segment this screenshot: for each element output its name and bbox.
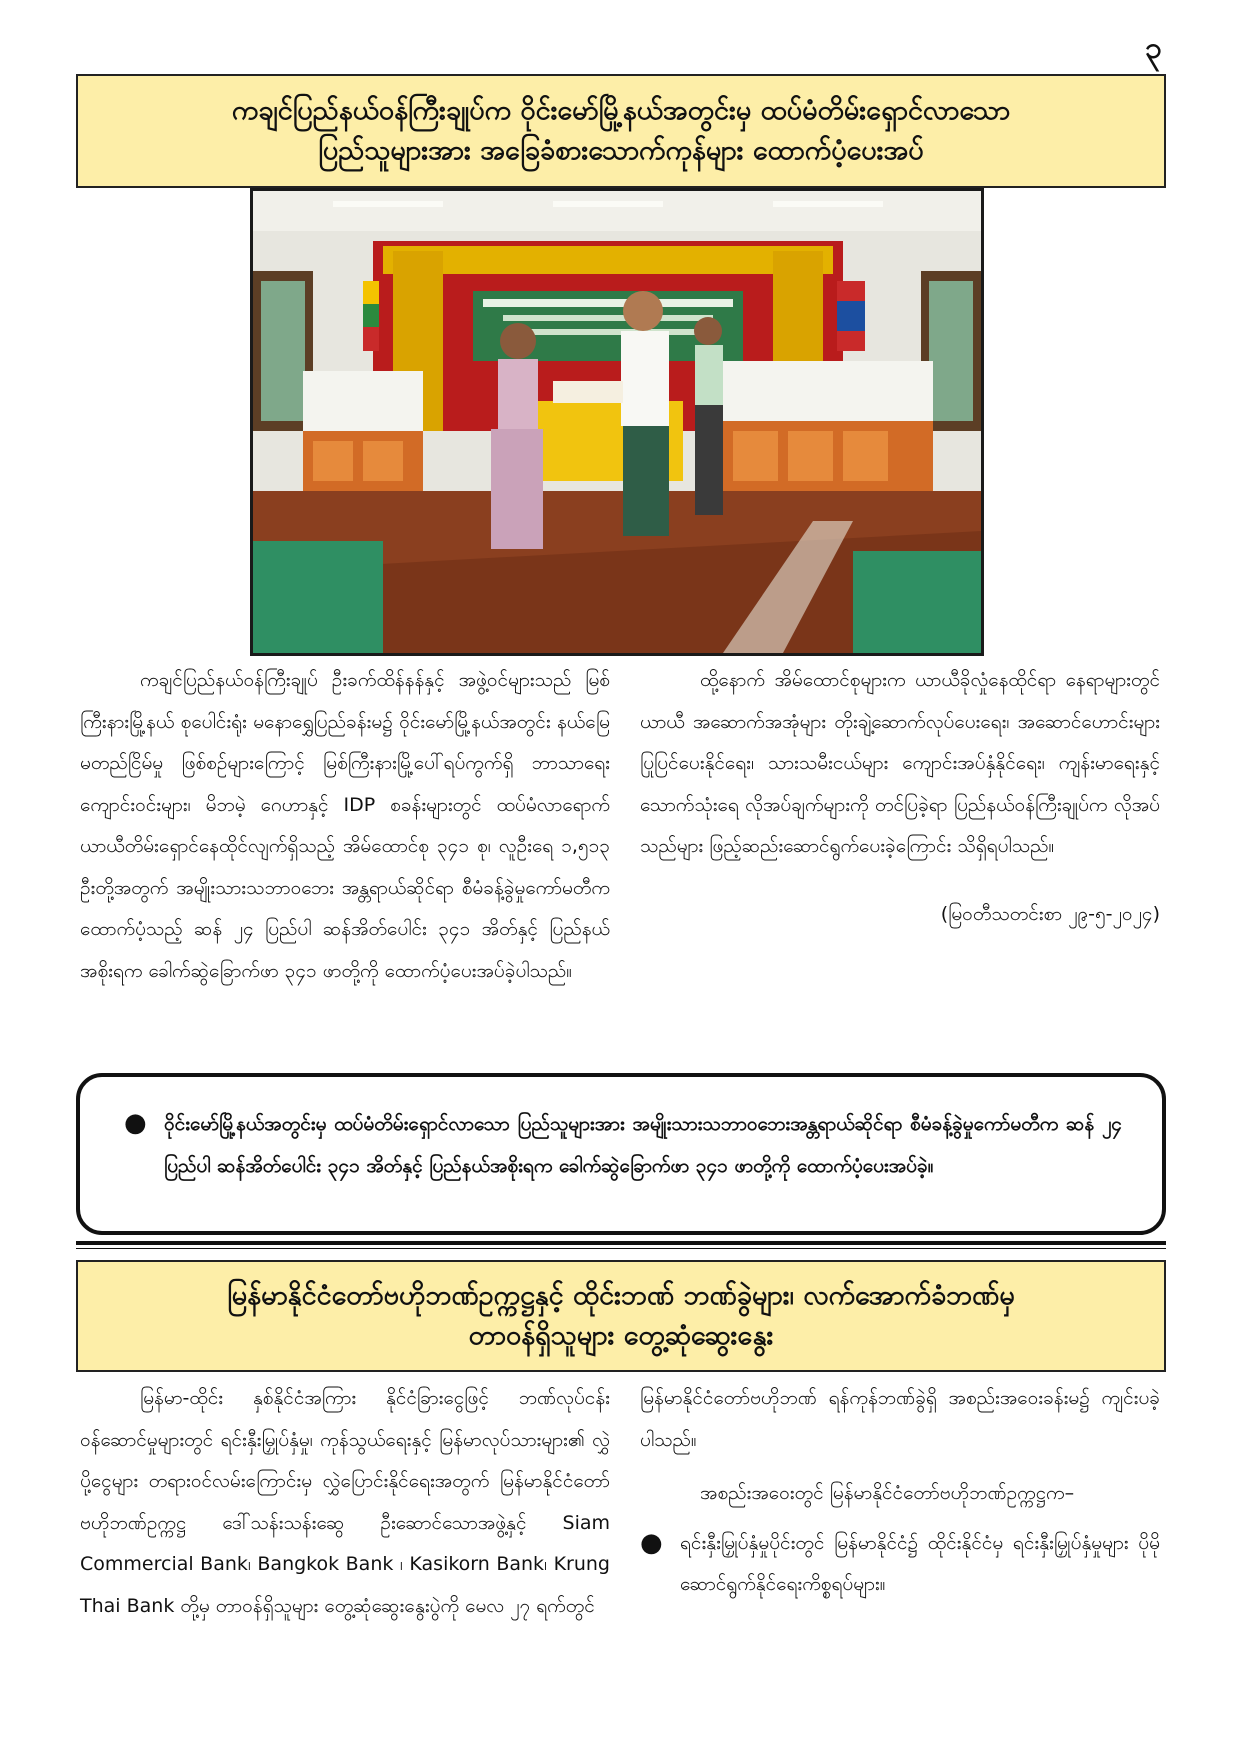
article2-left-column [80, 1378, 610, 1627]
article2-headline [76, 1260, 1166, 1372]
section-divider [76, 1241, 1166, 1245]
summary-box [76, 1073, 1166, 1235]
article2-headline-line1: မြန်မာနိုင်ငံတော်ဗဟိုဘဏ်ဥက္ကဋ္ဌနှင့် ထိုင်းဘဏ် ဘဏ်ခွဲများ၊ လက်အောက်ခံဘဏ်မှ [227, 1279, 1015, 1311]
article2-right-column [640, 1378, 1160, 1606]
article2-right-bullet-text: ရင်းနှီးမြှုပ်နှံမှုပိုင်းတွင် မြန်မာနိုင်ငံ၌ ထိုင်းနိုင်ငံမှ ရင်းနှီးမြှုပ်နှံမှုများ ပိုမိုဆောင်ရွက်နိုင်ရေးကိစ္စရပ်များ။ [680, 1531, 1160, 1595]
article2-headline-line2: တာဝန်ရှိသူများ တွေ့ဆုံဆွေးနွေး [468, 1320, 774, 1351]
photo-handover-ceremony-icon [253, 191, 981, 653]
article1-right-column [640, 660, 1160, 935]
article1-photo [250, 188, 984, 656]
article1-headline-line2: ပြည်သူများအား အခြေခံစားသောက်ကုန်များ ထောက်ပံ့ပေးအပ် [318, 135, 924, 166]
bullet-icon: ● [640, 1527, 663, 1558]
page-number: ၃ [1145, 31, 1162, 66]
article1-headline-line1: ကချင်ပြည်နယ်ဝန်ကြီးချုပ်က ဝိုင်းမော်မြို့နယ်အတွင်းမှ ထပ်မံတိမ်းရှောင်လာသော [231, 94, 1011, 126]
article1-left-column [80, 660, 610, 992]
section-divider-thin [76, 1248, 1166, 1249]
bullet-icon: ● [124, 1108, 147, 1138]
summary-bullet-text: ဝိုင်းမော်မြို့နယ်အတွင်းမှ ထပ်မံတိမ်းရှောင်လာသော ပြည်သူများအား အမျိုးသားသဘာဝဘေးအန္တရာယ်ဆိုင်ရာ စီမံခန့်ခွဲမှုကော်မတီက ဆန် ၂၄ ပြည်ပါ ဆန်အိတ်ပေါင်း ၃၄၁ အိတ်နှင့် ပြည်နယ်အစိုးရက ခေါက်ဆွဲခြောက်ဖာ ၃၄၁ ဖာတို့ကို ထောက်ပံ့ပေးအပ်ခဲ့။ [164, 1113, 1122, 1177]
article2-right-intro: မြန်မာနိုင်ငံတော်ဗဟိုဘဏ် ရန်ကုန်ဘဏ်ခွဲရှိ အစည်းအဝေးခန်းမ၌ ကျင်းပခဲ့ပါသည်။ [640, 1387, 1160, 1451]
article1-source: (မြဝတီသတင်းစာ ၂၉-၅-၂၀၂၄) [940, 902, 1160, 925]
article2-left-paragraph: မြန်မာ-ထိုင်း နှစ်နိုင်ငံအကြား နိုင်ငံခြားငွေဖြင့် ဘဏ်လုပ်ငန်းဝန်ဆောင်မှုများတွင် ရင်းနှီးမြှုပ်နှံမှု၊ ကုန်သွယ်ရေးနှင့် မြန်မာလုပ်သားများ၏ လွှဲပို့ငွေများ တရားဝင်လမ်းကြောင်းမှ လွှဲပြောင်းနိုင်ရေးအတွက် မြန်မာနိုင်ငံတော်ဗဟိုဘဏ်ဥက္ကဋ္ဌ ဒေါ်သန်းသန်းဆွေ ဦးဆောင်သောအဖွဲ့နှင့် Siam Commercial Bank၊ Bangkok Bank ၊ Kasikorn Bank၊ Krung Thai Bank တို့မှ တာဝန်ရှိသူများ တွေ့ဆုံဆွေးနွေးပွဲကို မေလ ၂၇ ရက်တွင် [80, 1387, 610, 1617]
article1-left-paragraph: ကချင်ပြည်နယ်ဝန်ကြီးချုပ် ဦးခက်ထိန်နန်နှင့် အဖွဲ့ဝင်များသည် မြစ်ကြီးနားမြို့နယ် စုပေါင်းရုံး မနောရွှေပြည်ခန်းမ၌ ဝိုင်းမော်မြို့နယ်အတွင်း နယ်မြေမတည်ငြိမ်မှု ဖြစ်စဉ်များကြောင့် မြစ်ကြီးနားမြို့ပေါ်ရပ်ကွက်ရှိ ဘာသာရေးကျောင်းဝင်းများ၊ မိဘမဲ့ ဂေဟာနှင့် IDP စခန်းများတွင် ထပ်မံလာရောက် ယာယီတိမ်းရှောင်နေထိုင်လျက်ရှိသည့် အိမ်ထောင်စု ၃၄၁ စု၊ လူဦးရေ ၁,၅၁၃ ဦးတို့အတွက် အမျိုးသားသဘာဝဘေး အန္တရာယ်ဆိုင်ရာ စီမံခန့်ခွဲမှုကော်မတီက ထောက်ပံ့သည့် ဆန် ၂၄ ပြည်ပါ ဆန်အိတ်ပေါင်း ၃၄၁ အိတ်နှင့် ပြည်နယ်အစိုးရက ခေါက်ဆွဲခြောက်ဖာ ၃၄၁ ဖာတို့ကို ထောက်ပံ့ပေးအပ်ခဲ့ပါသည်။ [80, 669, 610, 982]
article2-right-bullet [640, 1523, 1160, 1606]
summary-bullet [124, 1103, 1122, 1187]
article1-headline [76, 74, 1166, 188]
article2-right-lead: အစည်းအဝေးတွင် မြန်မာနိုင်ငံတော်ဗဟိုဘဏ်ဥက္ကဋ္ဌက– [700, 1482, 1075, 1504]
article1-right-paragraph: ထို့နောက် အိမ်ထောင်စုများက ယာယီခိုလှုံနေထိုင်ရာ နေရာများတွင် ယာယီ အဆောက်အအုံများ တိုးချဲ့ဆောက်လုပ်ပေးရေး၊ အဆောင်ဟောင်းများ ပြုပြင်ပေးနိုင်ရေး၊ သားသမီးငယ်များ ကျောင်းအပ်နှံနိုင်ရေး၊ ကျန်းမာရေးနှင့် သောက်သုံးရေ လိုအပ်ချက်များကို တင်ပြခဲ့ရာ ပြည်နယ်ဝန်ကြီးချုပ်က လိုအပ်သည်များ ဖြည့်ဆည်းဆောင်ရွက်ပေးခဲ့ကြောင်း သိရှိရပါသည်။ [640, 669, 1160, 857]
